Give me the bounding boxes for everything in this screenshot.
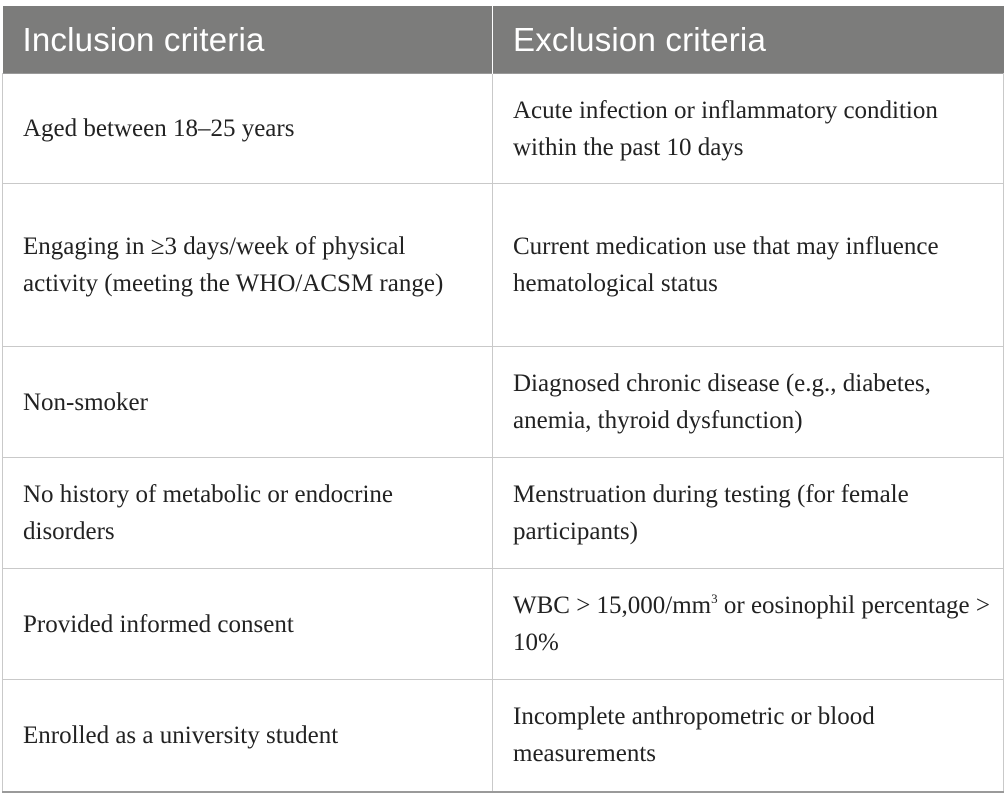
header-exclusion-criteria: Exclusion criteria (493, 6, 1004, 74)
criteria-table (2, 6, 1004, 793)
exclusion-cell: Diagnosed chronic disease (e.g., diabetes, anemia, thyroid dysfunction) (493, 347, 1004, 458)
exclusion-text-suffix: or eosinophil percentage > 10% (513, 592, 990, 656)
exclusion-text-prefix: WBC > 15,000/mm (513, 592, 712, 619)
header-row (3, 6, 1004, 74)
inclusion-cell: Engaging in ≥3 days/week of physical activity (meeting the WHO/ACSM range) (3, 184, 493, 347)
table-header (3, 6, 1004, 74)
exclusion-cell: Acute infection or inflammatory condition within the past 10 days (493, 74, 1004, 184)
inclusion-cell: Provided informed consent (3, 569, 493, 680)
exclusion-cell: Incomplete anthropometric or blood measurements (493, 680, 1004, 792)
exclusion-cell: Menstruation during testing (for female participants) (493, 458, 1004, 569)
inclusion-cell: No history of metabolic or endocrine disorders (3, 458, 493, 569)
exclusion-cell (493, 569, 1004, 680)
superscript-exponent: 3 (711, 591, 718, 606)
table-row (3, 184, 1004, 347)
table-row (3, 458, 1004, 569)
inclusion-cell: Aged between 18–25 years (3, 74, 493, 184)
exclusion-cell: Current medication use that may influence hematological status (493, 184, 1004, 347)
table-row (3, 569, 1004, 680)
inclusion-cell: Enrolled as a university student (3, 680, 493, 792)
table-row (3, 680, 1004, 792)
table-row (3, 74, 1004, 184)
inclusion-cell: Non-smoker (3, 347, 493, 458)
header-inclusion-criteria: Inclusion criteria (3, 6, 493, 74)
table-row (3, 347, 1004, 458)
table-body (3, 74, 1004, 792)
